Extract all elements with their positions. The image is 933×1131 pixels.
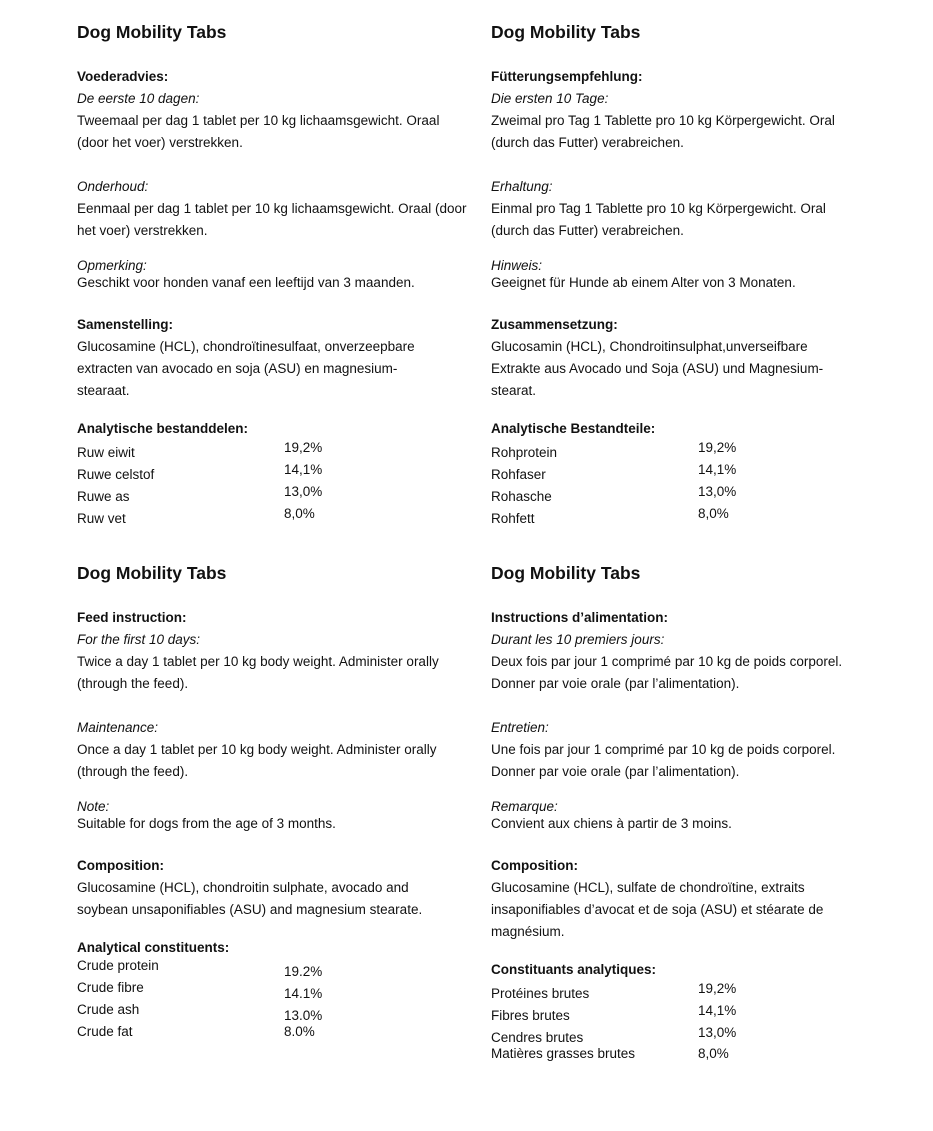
analytical-heading: Constituants analytiques: <box>491 962 657 977</box>
composition-text: Glucosamin (HCL), Chondroitinsulphat,unverseifbare Extrakte aus Avocado und Soja (ASU) und Magnesium-stearat. <box>491 339 824 398</box>
note-subheading: Remarque: <box>491 799 558 814</box>
first-days-text: Zweimal pro Tag 1 Tablette pro 10 kg Körpergewicht. Oral (durch das Futter) verabreichen. <box>491 113 835 150</box>
constituent-row <box>77 1003 477 1025</box>
constituent-name: Ruwe celstof <box>77 467 155 482</box>
first-days-subheading: Durant les 10 premiers jours: <box>491 632 665 647</box>
maintenance-subheading: Maintenance: <box>77 720 159 735</box>
product-title: Dog Mobility Tabs <box>77 563 227 583</box>
constituent-name: Matières grasses brutes <box>491 1046 636 1061</box>
constituent-name: Rohfaser <box>491 467 546 482</box>
feed-heading: Voederadvies: <box>77 69 169 84</box>
constituent-name: Crude fat <box>77 1024 133 1039</box>
maintenance-text: Einmal pro Tag 1 Tablette pro 10 kg Körpergewicht. Oral (durch das Futter) verabreichen. <box>491 201 826 238</box>
constituent-value: 19,2% <box>284 440 323 455</box>
product-title: Dog Mobility Tabs <box>491 563 641 583</box>
note-subheading: Hinweis: <box>491 258 543 273</box>
constituent-row <box>77 440 477 462</box>
constituent-value: 14.1% <box>284 986 323 1001</box>
constituent-value: 19,2% <box>698 440 737 455</box>
composition-text: Glucosamine (HCL), chondroïtinesulfaat, onverzeepbare extracten van avocado en soja (ASU) en magnesium-stearaat. <box>77 339 415 398</box>
product-title: Dog Mobility Tabs <box>491 22 641 42</box>
maintenance-text: Eenmaal per dag 1 tablet per 10 kg lichaamsgewicht. Oraal (door het voer) verstrekken. <box>77 201 467 238</box>
composition-heading: Composition: <box>77 858 164 873</box>
analytical-heading: Analytische Bestandteile: <box>491 421 656 436</box>
first-days-text: Twice a day 1 tablet per 10 kg body weight. Administer orally (through the feed). <box>77 654 439 691</box>
constituent-row <box>491 1003 891 1025</box>
constituent-row <box>491 1047 891 1069</box>
maintenance-subheading: Onderhoud: <box>77 179 149 194</box>
first-days-subheading: Die ersten 10 Tage: <box>491 91 609 106</box>
constituent-value: 14,1% <box>698 1003 737 1018</box>
constituent-row <box>77 484 477 506</box>
first-days-subheading: For the first 10 days: <box>77 632 201 647</box>
constituent-row <box>77 1025 477 1047</box>
constituent-name: Crude protein <box>77 958 159 973</box>
constituent-name: Ruwe as <box>77 489 130 504</box>
constituent-value: 14,1% <box>698 462 737 477</box>
constituent-name: Cendres brutes <box>491 1030 584 1045</box>
constituent-name: Rohasche <box>491 489 552 504</box>
composition-heading: Samenstelling: <box>77 317 174 332</box>
constituent-value: 14,1% <box>284 462 323 477</box>
composition-heading: Composition: <box>491 858 578 873</box>
constituent-row <box>491 440 891 462</box>
constituent-name: Rohfett <box>491 511 535 526</box>
constituent-value: 19.2% <box>284 964 323 979</box>
first-days-text: Tweemaal per dag 1 tablet per 10 kg lichaamsgewicht. Oraal (door het voer) verstrekken. <box>77 113 440 150</box>
maintenance-subheading: Entretien: <box>491 720 549 735</box>
panel-german <box>491 20 891 528</box>
feed-heading: Fütterungsempfehlung: <box>491 69 643 84</box>
panel-english <box>77 561 477 1047</box>
first-days-text: Deux fois par jour 1 comprimé par 10 kg de poids corporel. Donner par voie orale (par l’alimentation). <box>491 654 843 691</box>
constituent-value: 13,0% <box>284 484 323 499</box>
constituent-value: 13,0% <box>698 484 737 499</box>
constituent-value: 19,2% <box>698 981 737 996</box>
composition-heading: Zusammensetzung: <box>491 317 618 332</box>
constituent-name: Protéines brutes <box>491 986 590 1001</box>
constituent-name: Rohprotein <box>491 445 558 460</box>
note-text: Convient aux chiens à partir de 3 moins. <box>491 816 732 831</box>
constituent-name: Crude ash <box>77 1002 140 1017</box>
composition-text: Glucosamine (HCL), chondroitin sulphate, avocado and soybean unsaponifiables (ASU) and magnesium stearate. <box>77 880 423 917</box>
constituent-row <box>491 506 891 528</box>
maintenance-subheading: Erhaltung: <box>491 179 553 194</box>
first-days-subheading: De eerste 10 dagen: <box>77 91 200 106</box>
constituent-value: 8,0% <box>284 506 315 521</box>
constituent-value: 8,0% <box>698 1046 729 1061</box>
panel-french <box>491 561 891 1069</box>
analytical-heading: Analytical constituents: <box>77 940 230 955</box>
composition-text: Glucosamine (HCL), sulfate de chondroïtine, extraits insaponifiables d’avocat et de soja (ASU) et stéarate de magnésium. <box>491 880 824 939</box>
constituent-row <box>77 506 477 528</box>
note-text: Geschikt voor honden vanaf een leeftijd van 3 maanden. <box>77 275 415 290</box>
maintenance-text: Once a day 1 tablet per 10 kg body weight. Administer orally (through the feed). <box>77 742 437 779</box>
constituent-value: 8.0% <box>284 1024 315 1039</box>
note-text: Suitable for dogs from the age of 3 months. <box>77 816 336 831</box>
panel-dutch <box>77 20 477 528</box>
constituent-value: 8,0% <box>698 506 729 521</box>
constituent-row <box>77 462 477 484</box>
feed-heading: Feed instruction: <box>77 610 187 625</box>
constituent-name: Fibres brutes <box>491 1008 570 1023</box>
analytical-heading: Analytische bestanddelen: <box>77 421 249 436</box>
constituent-name: Ruw vet <box>77 511 126 526</box>
constituent-value: 13,0% <box>698 1025 737 1040</box>
note-text: Geeignet für Hunde ab einem Alter von 3 Monaten. <box>491 275 796 290</box>
constituent-value: 13.0% <box>284 1008 323 1023</box>
product-title: Dog Mobility Tabs <box>77 22 227 42</box>
constituent-row <box>491 981 891 1003</box>
note-subheading: Opmerking: <box>77 258 147 273</box>
feed-heading: Instructions d’alimentation: <box>491 610 669 625</box>
constituent-name: Ruw eiwit <box>77 445 135 460</box>
maintenance-text: Une fois par jour 1 comprimé par 10 kg de poids corporel. Donner par voie orale (par l’alimentation). <box>491 742 836 779</box>
constituent-row <box>491 484 891 506</box>
constituent-row <box>491 462 891 484</box>
constituent-name: Crude fibre <box>77 980 144 995</box>
note-subheading: Note: <box>77 799 110 814</box>
